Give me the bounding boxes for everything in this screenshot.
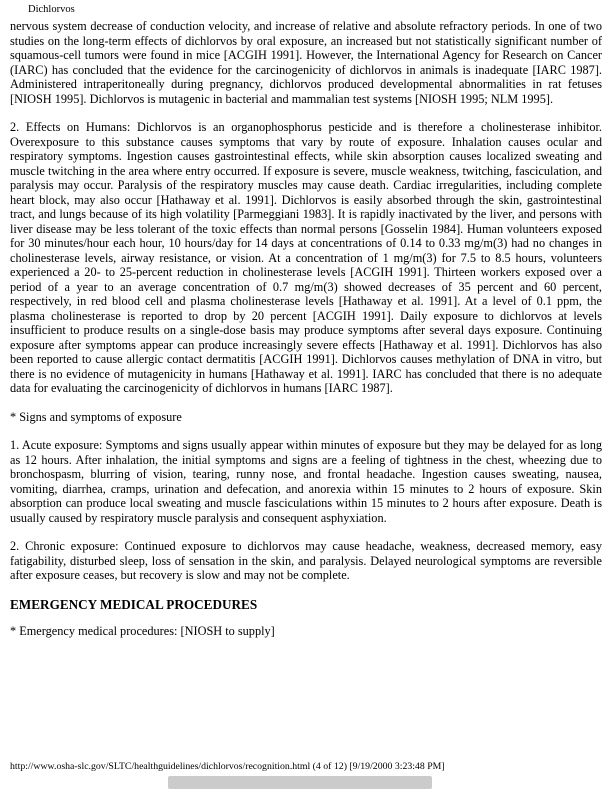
document-body [10, 19, 602, 652]
paragraph-signs-symptoms-label: * Signs and symptoms of exposure [10, 409, 182, 424]
paragraph-acute-exposure: 1. Acute exposure: Symptoms and signs usually appear within minutes of exposure but they may be delayed for as long as 12 hours. After inhalation, the initial symptoms and signs are a feeling of tightness in the chest, wheezing due to bronchospasm, blurring of vision, tearing, runny nose, and frontal headache. Ingestion causes sweating, nausea, vomiting, diarrhea, cramps, urination and defecation, and anorexia within 15 minutes to 2 hours of exposure. Skin absorption can produce local sweating and muscle fasciculations within 15 minutes to 2 hours after exposure. Death is usually caused by respiratory muscle paralysis and consequent asphyxiation. [10, 438, 602, 525]
page-header-title: Dichlorvos [28, 4, 75, 15]
paragraph-effects-on-humans: 2. Effects on Humans: Dichlorvos is an organophosphorus pesticide and is therefore a cholinesterase inhibitor. Overexposure to this substance causes symptoms that vary by route of exposure. Inhalation causes ocular and respiratory symptoms. Ingestion causes gastrointestinal effects, while skin absorption causes localized sweating and muscle twitching in the area where entry occurred. If exposure is severe, muscle weakness, twitching, fasciculation, and paralysis may occur. Paralysis of the respiratory muscles may cause death. Cardiac irregularities, including complete heart block, may also occur [Hathaway et al. 1991]. Dichlorvos is easily absorbed through the skin, gastrointestinal tract, and lungs because of its high volatility [Parmeggiani 1983]. It is rapidly inactivated by the liver, and persons with liver disease may be less tolerant of the toxic effects than normal persons [Gosselin 1984]. Human volunteers exposed for 30 minutes/hour each hour, 10 hours/day for 14 days at concentrations of 0.14 to 0.33 mg/m(3) had no changes in cholinesterase levels, airway resistance, or vision. At a concentration of 1 mg/m(3) for 7.5 to 8.5 hours, volunteers experienced a 20- to 25-percent reduction in cholinesterase levels [ACGIH 1991]. Thirteen workers exposed over a period of a year to an average concentration of 0.7 mg/m(3) showed decreases of 35 percent and 60 percent, respectively, in red blood cell and plasma cholinesterase levels [Hathaway et al. 1991]. At a level of 0.1 ppm, the plasma cholinesterase is reported to drop by 20 percent [ACGIH 1991]. Daily exposure to dichlorvos at levels insufficient to produce results on a single-dose basis may produce symptoms after several days exposure. Continuing exposure after symptoms appear can produce increasingly severe effects [Hathaway et al. 1991]. Dichlorvos has also been reported to cause allergic contact dermatitis [ACGIH 1991]. Dichlorvos causes methylation of DNA in vitro, but there is no evidence of mutagenicity in humans [Hathaway et al. 1991]. IARC has concluded that there is no adequate data for evaluating the carcinogenicity of dichlorvos in humans [IARC 1987]. [10, 120, 602, 395]
paragraph-emergency-procedures: * Emergency medical procedures: [NIOSH to supply] [10, 623, 275, 638]
footer-url: http://www.osha-slc.gov/SLTC/healthguidelines/dichlorvos/recognition.html (4 of 12) [9/19/2000 3:23:48 PM] [10, 761, 445, 772]
section-heading-emergency-medical-procedures: EMERGENCY MEDICAL PROCEDURES [10, 596, 258, 612]
bottom-scrollbar [168, 776, 432, 789]
paragraph-animal-effects: nervous system decrease of conduction velocity, and increase of relative and absolute refractory periods. In one of two studies on the long-term effects of dichlorvos by oral exposure, an increased but not statistically significant number of squamous-cell tumors were found in mice [ACGIH 1991]. However, the International Agency for Research on Cancer (IARC) has concluded that the evidence for the carcinogenicity of dichlorvos in animals is inadequate [IARC 1987]. Administered intraperitoneally during pregnancy, dichlorvos produced developmental abnormalities in rat fetuses [NIOSH 1995]. Dichlorvos is mutagenic in bacterial and mammalian test systems [NIOSH 1995; NLM 1995]. [10, 19, 602, 106]
paragraph-chronic-exposure: 2. Chronic exposure: Continued exposure to dichlorvos may cause headache, weakness, decreased memory, easy fatigability, disturbed sleep, loss of sensation in the skin, and paralysis. Delayed neurological symptoms are reversible after exposure ceases, but recovery is slow and may not be complete. [10, 539, 602, 582]
